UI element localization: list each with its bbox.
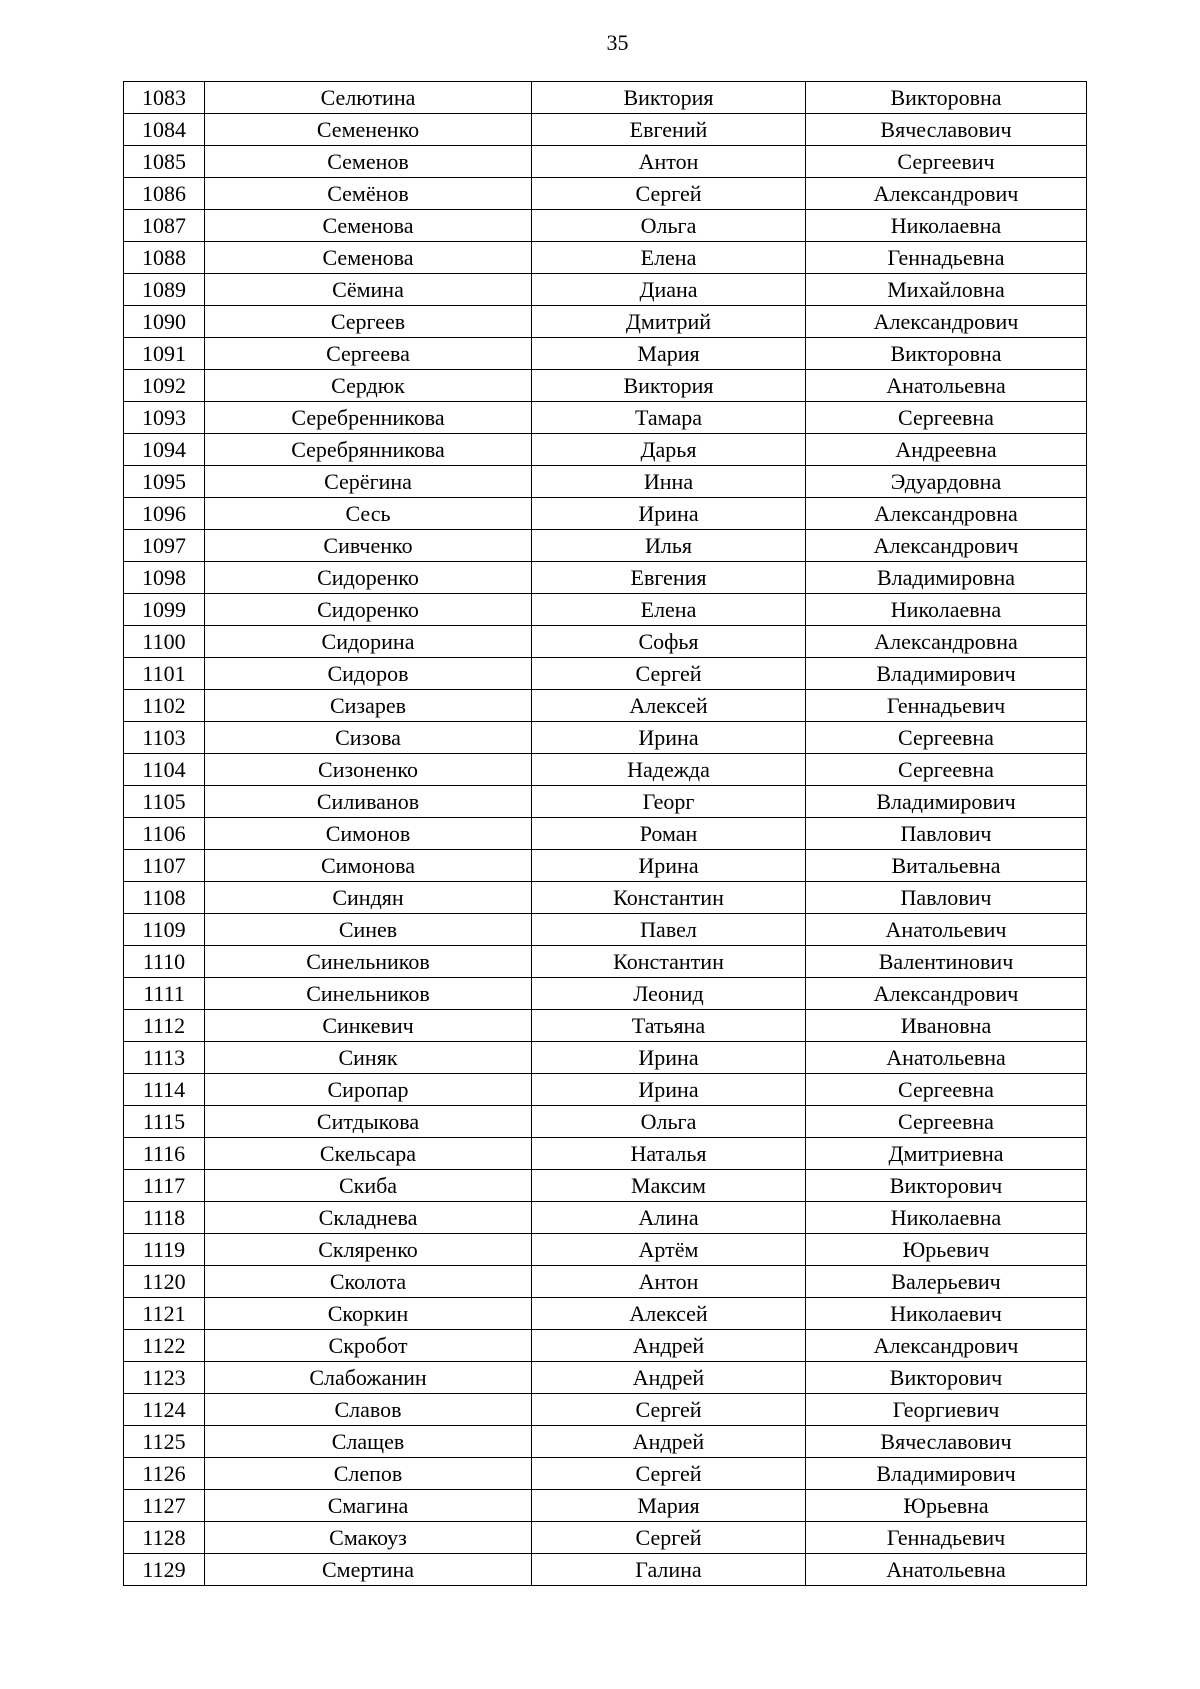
last-name-cell: Серебренникова — [205, 402, 532, 434]
patronymic-cell: Валерьевич — [806, 1266, 1087, 1298]
row-number-cell: 1112 — [124, 1010, 205, 1042]
last-name-cell: Селютина — [205, 82, 532, 114]
table-row — [124, 402, 1087, 434]
row-number-cell: 1095 — [124, 466, 205, 498]
last-name-cell: Складнева — [205, 1202, 532, 1234]
first-name-cell: Виктория — [532, 82, 806, 114]
first-name-cell: Ирина — [532, 1074, 806, 1106]
first-name-cell: Ирина — [532, 498, 806, 530]
last-name-cell: Сёмина — [205, 274, 532, 306]
first-name-cell: Андрей — [532, 1330, 806, 1362]
first-name-cell: Максим — [532, 1170, 806, 1202]
last-name-cell: Слепов — [205, 1458, 532, 1490]
row-number-cell: 1107 — [124, 850, 205, 882]
row-number-cell: 1119 — [124, 1234, 205, 1266]
last-name-cell: Синельников — [205, 946, 532, 978]
last-name-cell: Ситдыкова — [205, 1106, 532, 1138]
row-number-cell: 1110 — [124, 946, 205, 978]
patronymic-cell: Николаевич — [806, 1298, 1087, 1330]
last-name-cell: Сивченко — [205, 530, 532, 562]
patronymic-cell: Геннадьевич — [806, 1522, 1087, 1554]
table-row — [124, 722, 1087, 754]
patronymic-cell: Сергеевна — [806, 722, 1087, 754]
last-name-cell: Слабожанин — [205, 1362, 532, 1394]
first-name-cell: Инна — [532, 466, 806, 498]
last-name-cell: Сергеева — [205, 338, 532, 370]
first-name-cell: Ольга — [532, 1106, 806, 1138]
row-number-cell: 1113 — [124, 1042, 205, 1074]
table-row — [124, 914, 1087, 946]
roster-table-body — [124, 82, 1087, 1586]
first-name-cell: Артём — [532, 1234, 806, 1266]
patronymic-cell: Николаевна — [806, 594, 1087, 626]
row-number-cell: 1124 — [124, 1394, 205, 1426]
page-number: 35 — [606, 30, 629, 55]
first-name-cell: Георг — [532, 786, 806, 818]
first-name-cell: Андрей — [532, 1426, 806, 1458]
row-number-cell: 1099 — [124, 594, 205, 626]
last-name-cell: Симонов — [205, 818, 532, 850]
patronymic-cell: Павлович — [806, 882, 1087, 914]
table-row — [124, 242, 1087, 274]
last-name-cell: Сизарев — [205, 690, 532, 722]
row-number-cell: 1116 — [124, 1138, 205, 1170]
patronymic-cell: Эдуардовна — [806, 466, 1087, 498]
last-name-cell: Сидоренко — [205, 562, 532, 594]
row-number-cell: 1126 — [124, 1458, 205, 1490]
first-name-cell: Тамара — [532, 402, 806, 434]
last-name-cell: Скиба — [205, 1170, 532, 1202]
row-number-cell: 1103 — [124, 722, 205, 754]
table-row — [124, 850, 1087, 882]
row-number-cell: 1125 — [124, 1426, 205, 1458]
patronymic-cell: Валентинович — [806, 946, 1087, 978]
row-number-cell: 1111 — [124, 978, 205, 1010]
first-name-cell: Ирина — [532, 722, 806, 754]
patronymic-cell: Вячеславович — [806, 114, 1087, 146]
row-number-cell: 1087 — [124, 210, 205, 242]
row-number-cell: 1128 — [124, 1522, 205, 1554]
patronymic-cell: Александровна — [806, 626, 1087, 658]
first-name-cell: Диана — [532, 274, 806, 306]
patronymic-cell: Николаевна — [806, 210, 1087, 242]
first-name-cell: Дарья — [532, 434, 806, 466]
patronymic-cell: Викторовна — [806, 82, 1087, 114]
last-name-cell: Синяк — [205, 1042, 532, 1074]
last-name-cell: Скробот — [205, 1330, 532, 1362]
table-row — [124, 946, 1087, 978]
last-name-cell: Смагина — [205, 1490, 532, 1522]
first-name-cell: Дмитрий — [532, 306, 806, 338]
first-name-cell: Сергей — [532, 178, 806, 210]
table-row — [124, 274, 1087, 306]
last-name-cell: Слащев — [205, 1426, 532, 1458]
patronymic-cell: Георгиевич — [806, 1394, 1087, 1426]
last-name-cell: Сидорина — [205, 626, 532, 658]
last-name-cell: Синельников — [205, 978, 532, 1010]
patronymic-cell: Викторовна — [806, 338, 1087, 370]
table-row — [124, 1042, 1087, 1074]
table-row — [124, 466, 1087, 498]
table-row — [124, 690, 1087, 722]
patronymic-cell: Николаевна — [806, 1202, 1087, 1234]
row-number-cell: 1097 — [124, 530, 205, 562]
patronymic-cell: Владимирович — [806, 786, 1087, 818]
row-number-cell: 1085 — [124, 146, 205, 178]
patronymic-cell: Геннадьевна — [806, 242, 1087, 274]
first-name-cell: Роман — [532, 818, 806, 850]
patronymic-cell: Александрович — [806, 306, 1087, 338]
first-name-cell: Илья — [532, 530, 806, 562]
last-name-cell: Славов — [205, 1394, 532, 1426]
table-row — [124, 178, 1087, 210]
patronymic-cell: Анатольевна — [806, 370, 1087, 402]
patronymic-cell: Владимирович — [806, 1458, 1087, 1490]
table-row — [124, 1554, 1087, 1586]
first-name-cell: Андрей — [532, 1362, 806, 1394]
table-row — [124, 1330, 1087, 1362]
first-name-cell: Елена — [532, 242, 806, 274]
last-name-cell: Сизоненко — [205, 754, 532, 786]
row-number-cell: 1091 — [124, 338, 205, 370]
first-name-cell: Виктория — [532, 370, 806, 402]
patronymic-cell: Витальевна — [806, 850, 1087, 882]
table-row — [124, 1234, 1087, 1266]
table-row — [124, 370, 1087, 402]
table-row — [124, 146, 1087, 178]
last-name-cell: Смакоуз — [205, 1522, 532, 1554]
last-name-cell: Скляренко — [205, 1234, 532, 1266]
row-number-cell: 1098 — [124, 562, 205, 594]
row-number-cell: 1093 — [124, 402, 205, 434]
table-row — [124, 594, 1087, 626]
patronymic-cell: Юрьевна — [806, 1490, 1087, 1522]
table-row — [124, 818, 1087, 850]
last-name-cell: Семенова — [205, 242, 532, 274]
table-row — [124, 978, 1087, 1010]
row-number-cell: 1117 — [124, 1170, 205, 1202]
patronymic-cell: Викторович — [806, 1362, 1087, 1394]
table-row — [124, 434, 1087, 466]
patronymic-cell: Анатольевна — [806, 1042, 1087, 1074]
row-number-cell: 1123 — [124, 1362, 205, 1394]
row-number-cell: 1094 — [124, 434, 205, 466]
first-name-cell: Ирина — [532, 1042, 806, 1074]
first-name-cell: Алина — [532, 1202, 806, 1234]
first-name-cell: Алексей — [532, 690, 806, 722]
patronymic-cell: Михайловна — [806, 274, 1087, 306]
roster-table — [123, 81, 1087, 1586]
last-name-cell: Синдян — [205, 882, 532, 914]
row-number-cell: 1105 — [124, 786, 205, 818]
table-row — [124, 1522, 1087, 1554]
last-name-cell: Смертина — [205, 1554, 532, 1586]
first-name-cell: Константин — [532, 946, 806, 978]
patronymic-cell: Александровна — [806, 498, 1087, 530]
table-row — [124, 1266, 1087, 1298]
row-number-cell: 1115 — [124, 1106, 205, 1138]
patronymic-cell: Павлович — [806, 818, 1087, 850]
table-row — [124, 626, 1087, 658]
first-name-cell: Леонид — [532, 978, 806, 1010]
patronymic-cell: Александрович — [806, 530, 1087, 562]
row-number-cell: 1088 — [124, 242, 205, 274]
table-row — [124, 1490, 1087, 1522]
row-number-cell: 1127 — [124, 1490, 205, 1522]
row-number-cell: 1102 — [124, 690, 205, 722]
last-name-cell: Скельсара — [205, 1138, 532, 1170]
last-name-cell: Сизова — [205, 722, 532, 754]
first-name-cell: Антон — [532, 146, 806, 178]
last-name-cell: Сидоренко — [205, 594, 532, 626]
patronymic-cell: Ивановна — [806, 1010, 1087, 1042]
row-number-cell: 1114 — [124, 1074, 205, 1106]
row-number-cell: 1090 — [124, 306, 205, 338]
table-row — [124, 1170, 1087, 1202]
row-number-cell: 1120 — [124, 1266, 205, 1298]
last-name-cell: Симонова — [205, 850, 532, 882]
patronymic-cell: Сергеевна — [806, 1106, 1087, 1138]
patronymic-cell: Геннадьевич — [806, 690, 1087, 722]
patronymic-cell: Дмитриевна — [806, 1138, 1087, 1170]
patronymic-cell: Андреевна — [806, 434, 1087, 466]
patronymic-cell: Сергеевна — [806, 754, 1087, 786]
row-number-cell: 1100 — [124, 626, 205, 658]
first-name-cell: Сергей — [532, 1522, 806, 1554]
first-name-cell: Константин — [532, 882, 806, 914]
table-row — [124, 338, 1087, 370]
last-name-cell: Семененко — [205, 114, 532, 146]
table-row — [124, 1426, 1087, 1458]
patronymic-cell: Сергеевич — [806, 146, 1087, 178]
first-name-cell: Сергей — [532, 1394, 806, 1426]
table-row — [124, 498, 1087, 530]
row-number-cell: 1096 — [124, 498, 205, 530]
first-name-cell: Софья — [532, 626, 806, 658]
table-row — [124, 1202, 1087, 1234]
row-number-cell: 1106 — [124, 818, 205, 850]
first-name-cell: Татьяна — [532, 1010, 806, 1042]
last-name-cell: Семёнов — [205, 178, 532, 210]
table-row — [124, 1362, 1087, 1394]
table-row — [124, 306, 1087, 338]
first-name-cell: Наталья — [532, 1138, 806, 1170]
first-name-cell: Павел — [532, 914, 806, 946]
first-name-cell: Мария — [532, 1490, 806, 1522]
last-name-cell: Сергеев — [205, 306, 532, 338]
patronymic-cell: Александрович — [806, 178, 1087, 210]
row-number-cell: 1083 — [124, 82, 205, 114]
table-row — [124, 882, 1087, 914]
table-row — [124, 658, 1087, 690]
first-name-cell: Сергей — [532, 1458, 806, 1490]
patronymic-cell: Анатольевна — [806, 1554, 1087, 1586]
last-name-cell: Сердюк — [205, 370, 532, 402]
table-row — [124, 1106, 1087, 1138]
last-name-cell: Семенова — [205, 210, 532, 242]
first-name-cell: Галина — [532, 1554, 806, 1586]
patronymic-cell: Викторович — [806, 1170, 1087, 1202]
row-number-cell: 1121 — [124, 1298, 205, 1330]
row-number-cell: 1118 — [124, 1202, 205, 1234]
table-row — [124, 1010, 1087, 1042]
row-number-cell: 1109 — [124, 914, 205, 946]
patronymic-cell: Александрович — [806, 1330, 1087, 1362]
last-name-cell: Серёгина — [205, 466, 532, 498]
first-name-cell: Ольга — [532, 210, 806, 242]
row-number-cell: 1084 — [124, 114, 205, 146]
patronymic-cell: Анатольевич — [806, 914, 1087, 946]
first-name-cell: Евгений — [532, 114, 806, 146]
last-name-cell: Сидоров — [205, 658, 532, 690]
table-row — [124, 1394, 1087, 1426]
row-number-cell: 1104 — [124, 754, 205, 786]
patronymic-cell: Александрович — [806, 978, 1087, 1010]
table-row — [124, 1298, 1087, 1330]
last-name-cell: Сесь — [205, 498, 532, 530]
row-number-cell: 1129 — [124, 1554, 205, 1586]
row-number-cell: 1086 — [124, 178, 205, 210]
table-row — [124, 786, 1087, 818]
last-name-cell: Сколота — [205, 1266, 532, 1298]
row-number-cell: 1101 — [124, 658, 205, 690]
table-row — [124, 562, 1087, 594]
last-name-cell: Серебрянникова — [205, 434, 532, 466]
table-row — [124, 210, 1087, 242]
first-name-cell: Сергей — [532, 658, 806, 690]
row-number-cell: 1089 — [124, 274, 205, 306]
table-row — [124, 1458, 1087, 1490]
patronymic-cell: Владимировна — [806, 562, 1087, 594]
last-name-cell: Семенов — [205, 146, 532, 178]
first-name-cell: Надежда — [532, 754, 806, 786]
last-name-cell: Силиванов — [205, 786, 532, 818]
first-name-cell: Евгения — [532, 562, 806, 594]
first-name-cell: Мария — [532, 338, 806, 370]
patronymic-cell: Сергеевна — [806, 1074, 1087, 1106]
last-name-cell: Синев — [205, 914, 532, 946]
first-name-cell: Ирина — [532, 850, 806, 882]
last-name-cell: Сиропар — [205, 1074, 532, 1106]
row-number-cell: 1122 — [124, 1330, 205, 1362]
row-number-cell: 1092 — [124, 370, 205, 402]
table-row — [124, 114, 1087, 146]
first-name-cell: Алексей — [532, 1298, 806, 1330]
table-row — [124, 82, 1087, 114]
table-row — [124, 530, 1087, 562]
row-number-cell: 1108 — [124, 882, 205, 914]
patronymic-cell: Сергеевна — [806, 402, 1087, 434]
first-name-cell: Антон — [532, 1266, 806, 1298]
patronymic-cell: Владимирович — [806, 658, 1087, 690]
last-name-cell: Скоркин — [205, 1298, 532, 1330]
patronymic-cell: Юрьевич — [806, 1234, 1087, 1266]
first-name-cell: Елена — [532, 594, 806, 626]
last-name-cell: Синкевич — [205, 1010, 532, 1042]
table-row — [124, 1074, 1087, 1106]
table-row — [124, 1138, 1087, 1170]
patronymic-cell: Вячеславович — [806, 1426, 1087, 1458]
table-row — [124, 754, 1087, 786]
